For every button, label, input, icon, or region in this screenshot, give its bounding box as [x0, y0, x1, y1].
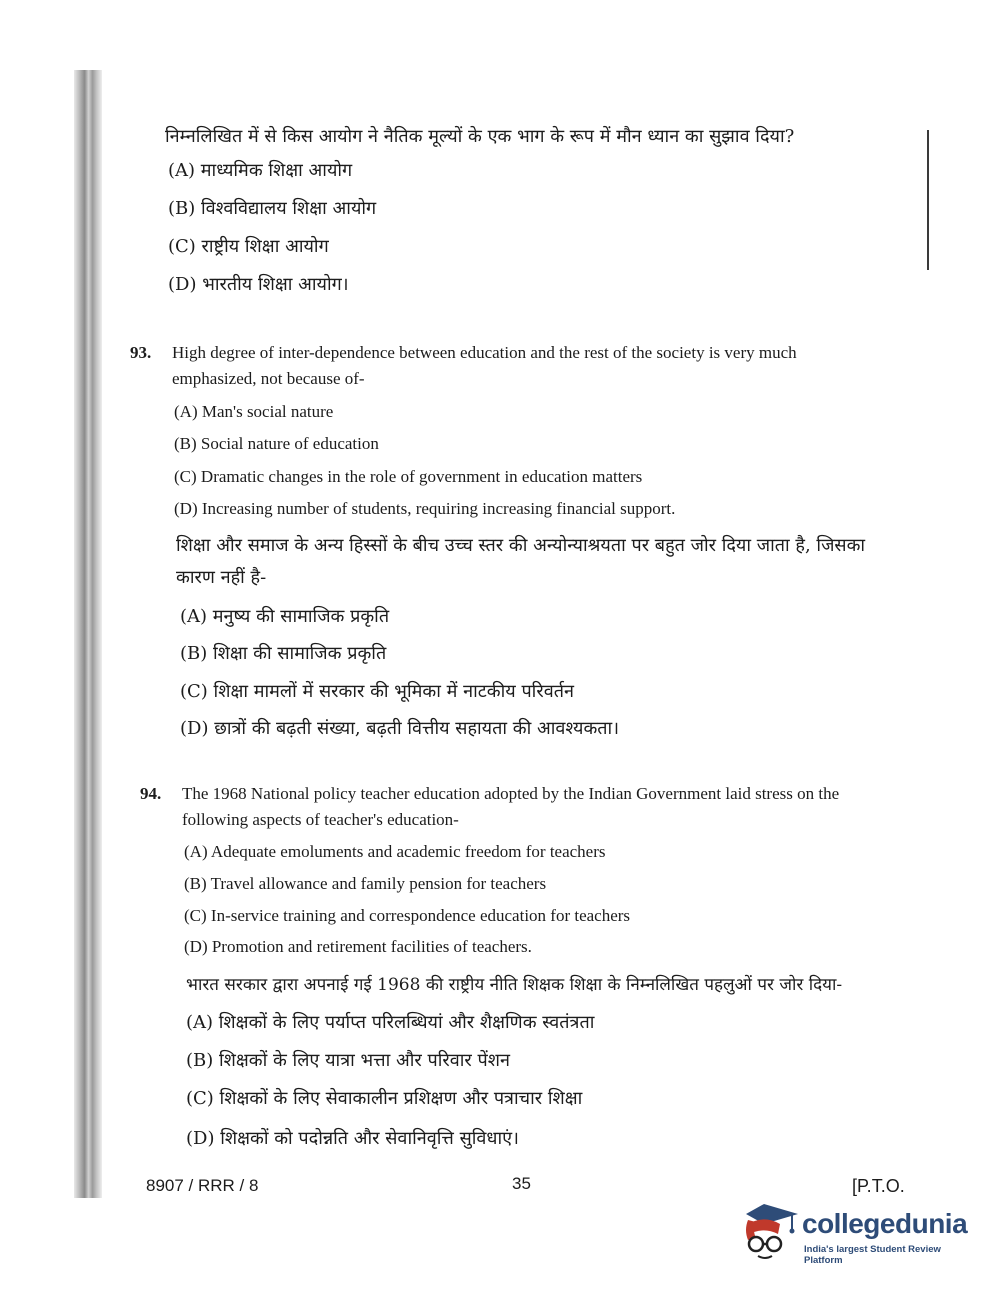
- q92-option-a: (A) माध्यमिक शिक्षा आयोग: [168, 160, 353, 181]
- q93-hindi-option-c: (C) शिक्षा मामलों में सरकार की भूमिका में नाटकीय परिवर्तन: [180, 681, 574, 702]
- collegedunia-logo: [742, 1200, 972, 1266]
- q93-stem-line-2: emphasized, not because of-: [172, 369, 365, 388]
- q93-stem-line-1: High degree of inter-dependence between education and the rest of the society is very much: [172, 343, 797, 362]
- q93-option-a: (A) Man's social nature: [174, 402, 334, 421]
- student-mascot-icon: [742, 1200, 800, 1262]
- q94-hindi-option-c: (C) शिक्षकों के लिए सेवाकालीन प्रशिक्षण और पत्राचार शिक्षा: [186, 1088, 583, 1109]
- q94-stem-hindi: भारत सरकार द्वारा अपनाई गई 1968 की राष्ट्रीय नीति शिक्षक शिक्षा के निम्नलिखित पहलुओं पर जोर दिया-: [186, 975, 843, 995]
- q94-stem-line-2: following aspects of teacher's education-: [182, 810, 459, 829]
- scan-binding-edge: [74, 70, 102, 1198]
- q94-number: 94.: [140, 784, 162, 803]
- q94-option-b: (B) Travel allowance and family pension for teachers: [184, 874, 547, 893]
- q93-hindi-option-d: (D) छात्रों की बढ़ती संख्या, बढ़ती वित्तीय सहायता की आवश्यकता।: [180, 718, 620, 739]
- page-number: 35: [512, 1174, 531, 1193]
- logo-wordmark: collegedunia: [802, 1208, 968, 1239]
- q93-hindi-option-a: (A) मनुष्य की सामाजिक प्रकृति: [180, 606, 390, 627]
- q94-hindi-option-d: (D) शिक्षकों को पदोन्नति और सेवानिवृत्ति सुविधाएं।: [186, 1128, 519, 1149]
- q93-number: 93.: [130, 343, 152, 362]
- q92-stem-hindi: निम्नलिखित में से किस आयोग ने नैतिक मूल्यों के एक भाग के रूप में मौन ध्यान का सुझाव दिया?: [165, 126, 795, 147]
- q93-option-d: (D) Increasing number of students, requiring increasing financial support.: [174, 499, 676, 518]
- q92-option-b: (B) विश्वविद्यालय शिक्षा आयोग: [168, 198, 377, 219]
- pto-note: [P.T.O.: [852, 1176, 905, 1196]
- q94-hindi-option-b: (B) शिक्षकों के लिए यात्रा भत्ता और परिवार पेंशन: [186, 1050, 510, 1071]
- q93-stem-hindi-line-2: कारण नहीं है-: [176, 567, 267, 588]
- q93-hindi-option-b: (B) शिक्षा की सामाजिक प्रकृति: [180, 643, 387, 664]
- q92-option-c: (C) राष्ट्रीय शिक्षा आयोग: [168, 236, 329, 257]
- q94-hindi-option-a: (A) शिक्षकों के लिए पर्याप्त परिलब्धियां और शैक्षणिक स्वतंत्रता: [186, 1012, 595, 1033]
- logo-tagline: India's largest Student Review Platform: [804, 1244, 941, 1266]
- q93-option-b: (B) Social nature of education: [174, 434, 379, 453]
- q94-stem-line-1: The 1968 National policy teacher education adopted by the Indian Government laid stress on the: [182, 784, 840, 803]
- q94-option-a: (A) Adequate emoluments and academic freedom for teachers: [184, 842, 606, 861]
- margin-rule: [927, 130, 929, 270]
- paper-code: 8907 / RRR / 8: [146, 1176, 259, 1195]
- q93-stem-hindi-line-1: शिक्षा और समाज के अन्य हिस्सों के बीच उच्च स्तर की अन्योन्याश्रयता पर बहुत जोर दिया जाता है, जिसका: [176, 535, 866, 556]
- q94-option-d: (D) Promotion and retirement facilities of teachers.: [184, 937, 532, 956]
- q94-option-c: (C) In-service training and correspondence education for teachers: [184, 906, 631, 925]
- q93-option-c: (C) Dramatic changes in the role of government in education matters: [174, 467, 643, 486]
- q92-option-d: (D) भारतीय शिक्षा आयोग।: [168, 274, 349, 295]
